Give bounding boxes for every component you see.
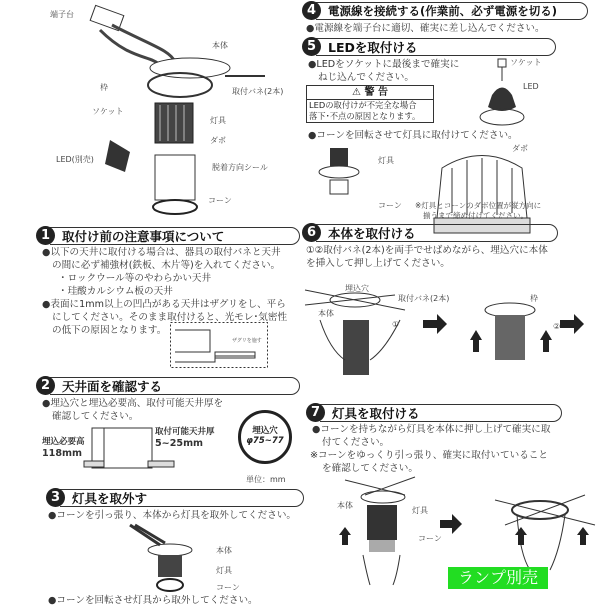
label-seal: 脱着方向シール [212,163,268,172]
step-number: 7 [306,403,325,422]
s3-line: ●コーンを回転させ灯具から取外してください。 [48,595,258,606]
section-6-header [306,224,558,242]
label-terminal: 端子台 [50,10,74,19]
label-socket: ソケット [92,107,124,116]
section-4-header [306,2,588,20]
thickness-label: 取付可能天井厚 [155,427,215,437]
s1-line: の低下の原因となります。 [52,325,167,336]
note-line: 揃うまで締め付けてください。 [423,211,528,220]
remove-figure [130,525,210,595]
s7-line: ※コーンをゆっくり引っ張り、確実に取付いていること [310,450,548,461]
label-frame: 枠 [530,294,538,303]
marker-2: ② [553,322,561,331]
s6-line: を挿入して押し上げてください。 [306,258,450,269]
label-dabo: ダボ [210,136,226,145]
s1-line: ●以下の天井に取付ける場合は、器具の取付バネと天井 [42,247,281,258]
label-spring: 取付バネ(2本) [398,294,450,303]
section-title: 電源線を接続する(作業前、必ず電源を切る) [328,4,558,18]
warning-box [306,85,434,123]
warning-title: ⚠ 警 告 [307,86,433,100]
hole-value: φ75~77 [246,436,284,446]
label-body: 本体 [337,501,353,510]
s2-line: ●埋込穴と埋込必要高、取付可能天井厚を [42,398,224,409]
warning-line: LEDの取付けが不完全な場合 [309,100,417,110]
section-1-header [40,227,300,245]
step-number: 2 [36,376,55,395]
step-number: 5 [302,37,321,56]
body-install-figure [305,280,605,390]
label-hole: 埋込穴 [345,284,369,293]
step-number: 1 [36,226,55,245]
label-body: 本体 [212,41,228,50]
s7-line: 付てください。 [322,437,390,448]
label-cone: コーン [208,196,232,205]
section-title: 取付け前の注意事項について [62,229,225,244]
s1-line: にしてください。そのまま取付けると、光モレ･気密性 [52,312,288,323]
label-fixture: 灯具 [412,506,428,515]
s3-line: ●コーンを引っ張り、本体から灯具を取外してください。 [48,510,297,521]
label-fixture: 灯具 [210,116,226,125]
section-5-header [306,38,556,56]
hole-circle [238,410,292,464]
section-title: 本体を取付ける [328,226,416,241]
s1-line: の間に必ず補強材(鉄板、木片等)を入れてください。 [52,260,281,271]
note-line: ※灯具とコーンのダボ位置が縦方向に [415,201,542,210]
label-fixture: 灯具 [378,156,394,165]
label-led: LED [523,82,539,91]
section-title: 灯具を取外す [72,491,148,506]
s7-line: を確認してください。 [322,463,418,474]
label-body: 本体 [216,546,232,555]
zaguri-label: ザグリを施す [232,338,262,344]
s4-line: ●電源線を端子台に適切、確実に差し込んでください。 [306,23,545,34]
exploded-diagram [0,0,304,220]
step-number: 3 [46,488,65,507]
s1-line: ●表面に1mm以上の凹凸がある天井はザグリをし、平ら [42,299,286,310]
height-value: 118mm [42,448,83,459]
label-cone: コーン [216,583,240,592]
step-number: 6 [302,223,321,242]
label-spring: 取付バネ(2本) [232,87,284,96]
hole-label: 埋込穴 [252,426,278,436]
label-frame: 枠 [100,83,108,92]
section-7-header [310,404,562,422]
s6-line: ①②取付バネ(2本)を両手でせばめながら、埋込穴に本体 [306,245,548,256]
s5-line: ●コーンを回転させて灯具に取付けてください。 [308,130,518,141]
height-label: 埋込必要高 [42,437,85,447]
section-title: 天井面を確認する [62,379,163,394]
section-2-header [40,377,300,395]
s5-line: ねじ込んでください。 [318,72,414,83]
label-dabo: ダボ [512,144,528,153]
label-cone: コーン [418,534,442,543]
label-body: 本体 [318,309,334,318]
unit-label: 単位：mm [246,475,286,484]
section-title: LEDを取付ける [328,40,418,55]
zaguri-figure [170,322,268,368]
step-number: 4 [302,1,321,20]
label-led: LED(別売) [56,155,94,164]
section-title: 灯具を取付ける [332,406,420,421]
s2-line: 確認してください。 [52,411,139,422]
label-fixture: 灯具 [216,566,232,575]
thickness-value: 5~25mm [155,438,204,449]
s1-line: ・ロックウール等のやわらかい天井 [58,273,212,284]
s1-line: ・珪酸カルシウム板の天井 [58,286,173,297]
lamp-sold-separately-badge: ランプ別売 [448,567,548,589]
label-socket: ソケット [510,58,542,67]
marker-1: ① [392,320,400,329]
section-3-header [50,489,304,507]
warning-line: 落下･不点の原因となります。 [309,111,421,121]
s7-line: ●コーンを持ちながら灯具を本体に押し上げて確実に取 [312,424,551,435]
label-cone: コーン [378,201,402,210]
s5-line: ●LEDをソケットに最後まで確実に [308,59,460,70]
